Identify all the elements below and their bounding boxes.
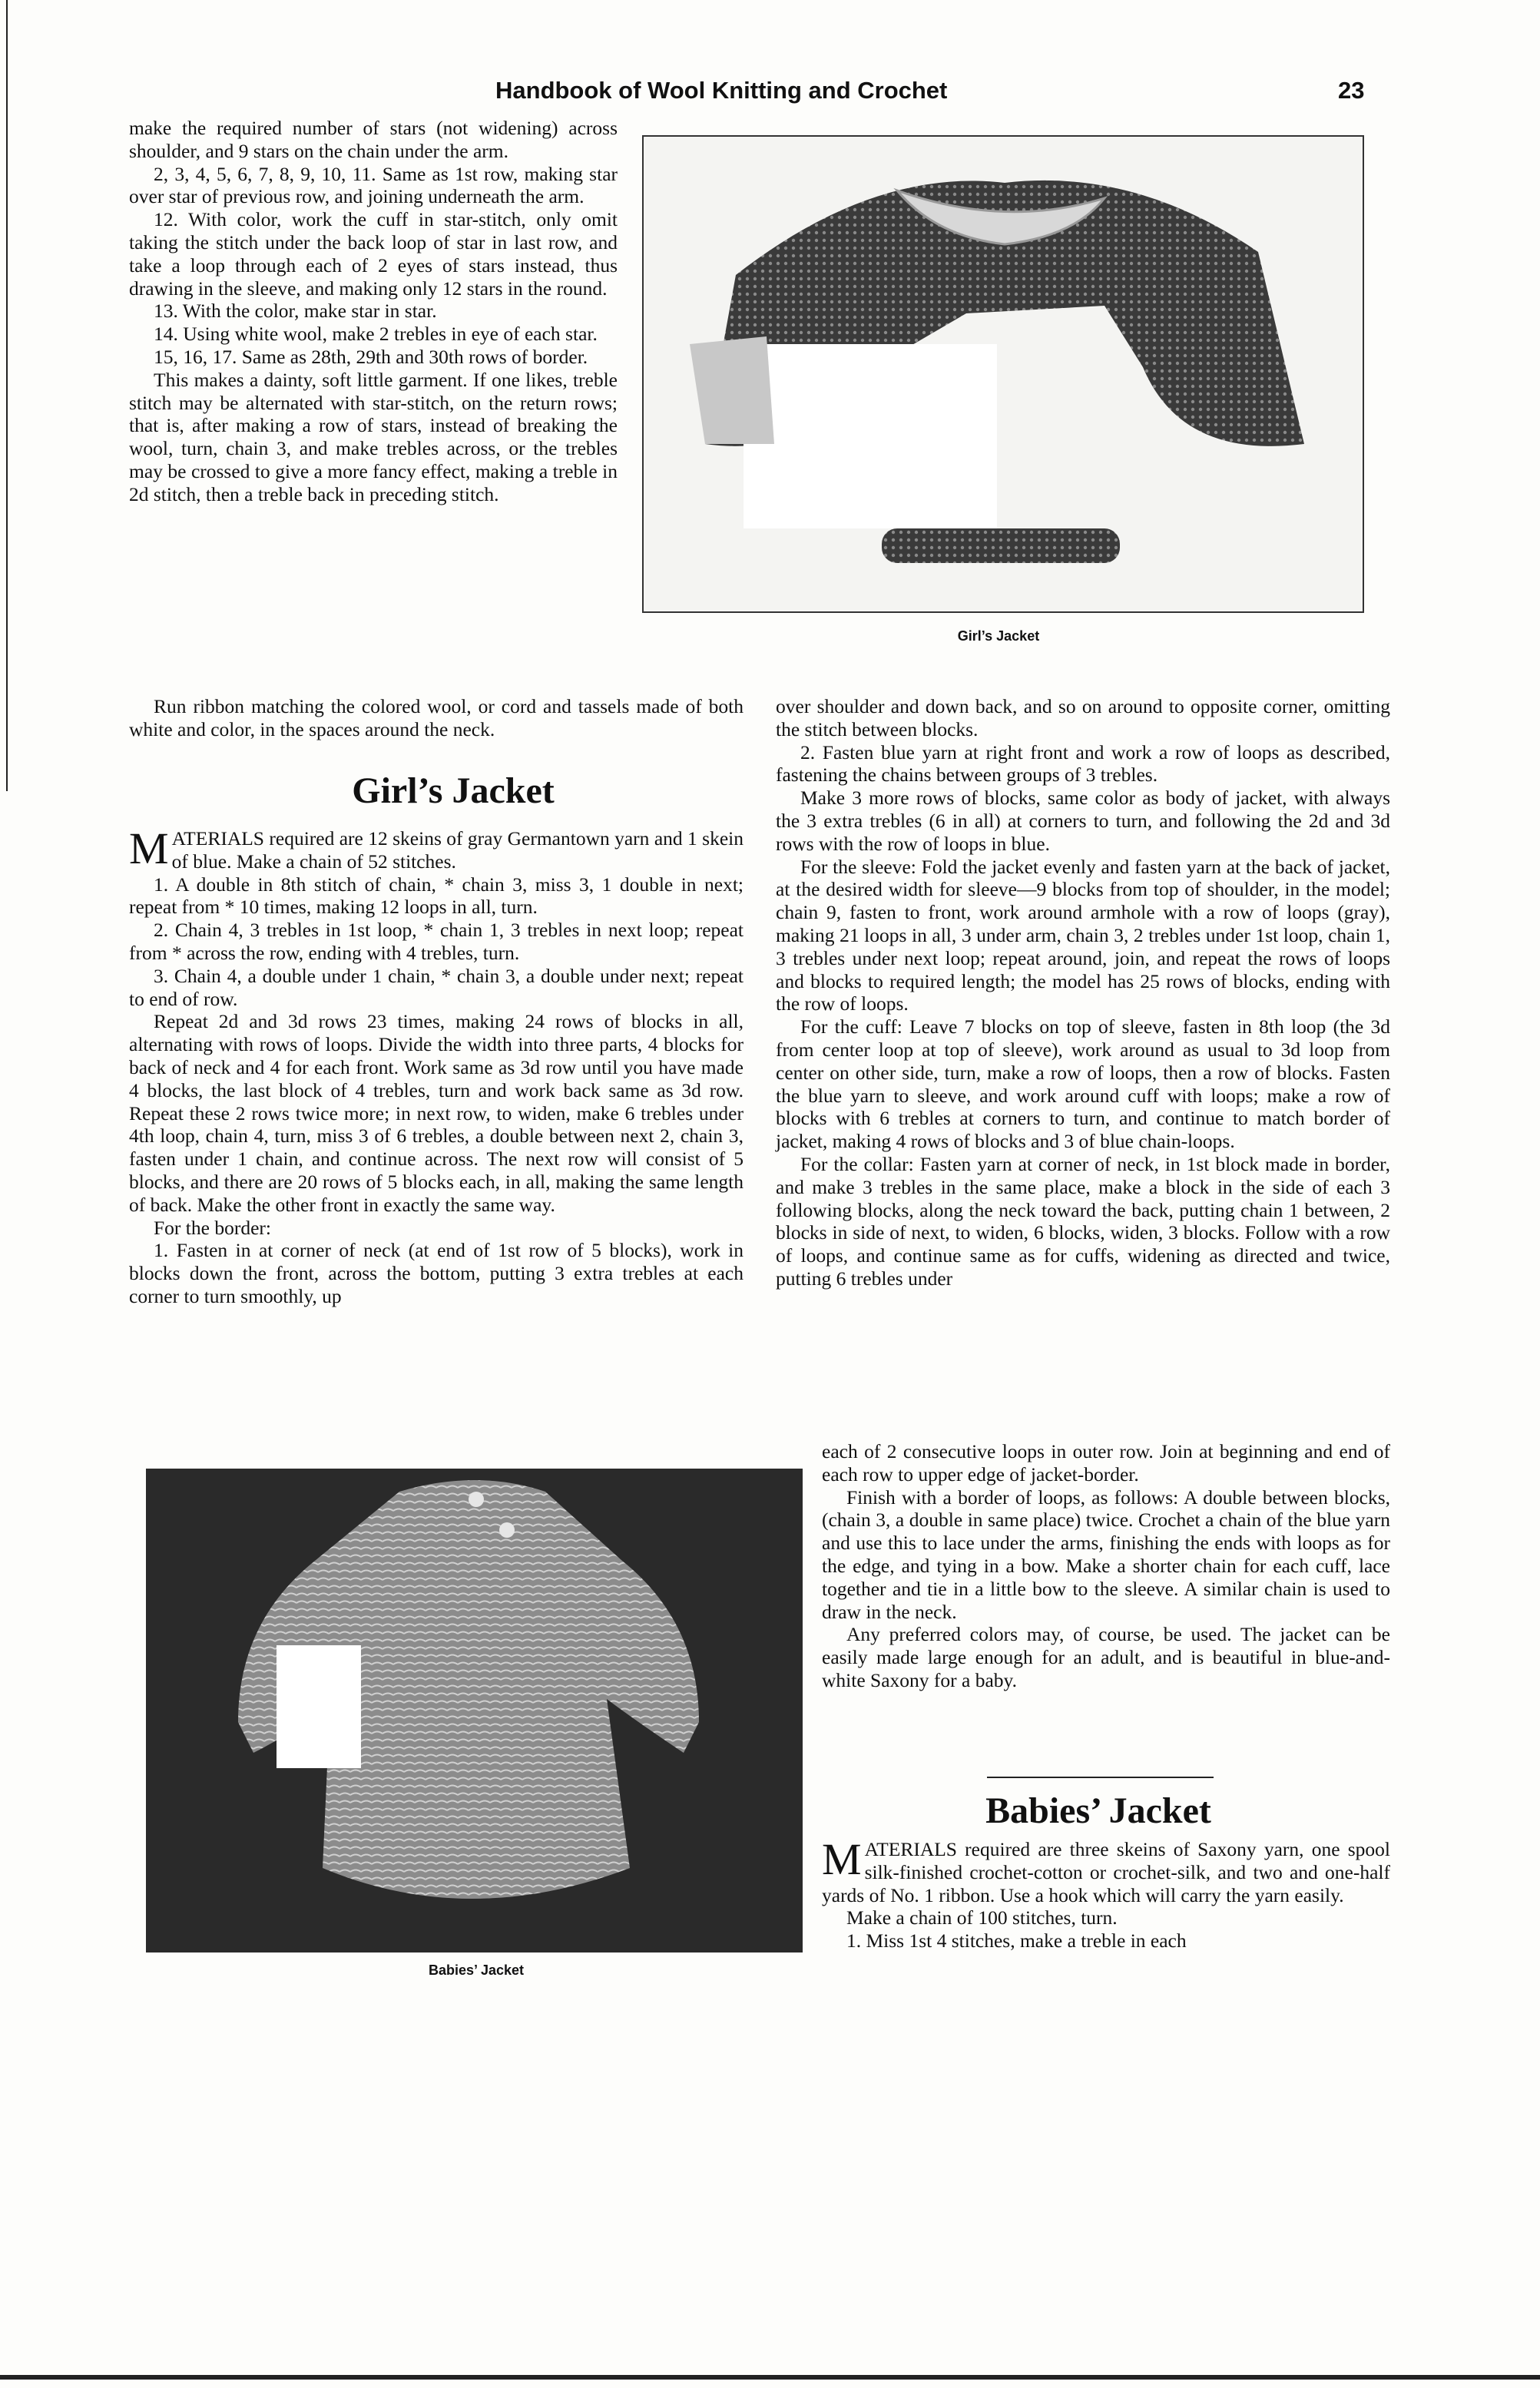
girls-jacket-narrow-column xyxy=(822,1440,1390,1692)
girls-jacket-left-column xyxy=(129,823,744,1308)
paragraph: Make a chain of 100 stitches, turn. xyxy=(846,1906,1118,1929)
paragraph: 2, 3, 4, 5, 6, 7, 8, 9, 10, 11. Same as 1st row, making star over star of previous row, and joining underneath the arm. xyxy=(129,162,618,208)
paragraph: Repeat 2d and 3d rows 23 times, making 24 rows of blocks in all, alternating with rows of loops. Divide the width into three parts, 4 blocks for back of neck and 4 for each front. Work same as 3d row until you have made 4 blocks, the last block of 4 trebles, turn and work back same as 3d row. Repeat these 2 rows twice more; in next row, to widen, make 6 trebles under 4th loop, chain 4, turn, miss 3 of 6 trebles, a double between next 2, chain 3, fasten under 1 chain, and continue across. The next row will consist of 5 blocks, and there are 20 rows of 5 blocks each, in all, making the same length of back. Make the other front in exactly the same way. xyxy=(129,1010,744,1216)
babies-jacket-column xyxy=(822,1834,1390,1952)
babies-jacket-illustration xyxy=(146,1469,803,1952)
scan-left-edge-line xyxy=(6,0,8,791)
paragraph: For the sleeve: Fold the jacket evenly and fasten yarn at the back of jacket, at the desired width for sleeve—9 blocks from top of shoulder, in the model; chain 9, fasten to front, work around armhole with a row of loops (gray), making 21 loops in all, 3 under arm, chain 3, 2 trebles under 1st loop, chain 1, 3 trebles under next loop; repeat around, join, and repeat the rows of loops and blocks to required length; the model has 25 rows of blocks, ending with the row of loops. xyxy=(776,855,1390,1015)
left-column-top-text xyxy=(129,117,618,506)
babies-jacket-caption: Babies’ Jacket xyxy=(428,1962,525,1978)
paragraph: each of 2 consecutive loops in outer row. Join at beginning and end of each row to upper edge of jacket-border. xyxy=(822,1440,1390,1485)
running-header xyxy=(0,77,1540,115)
paragraph: 1. A double in 8th stitch of chain, * chain 3, miss 3, 1 double in next; repeat from * 10 times, making 12 loops in all, turn. xyxy=(129,873,744,919)
paragraph: make the required number of stars (not widening) across shoulder, and 9 stars on the chain under the arm. xyxy=(129,117,618,162)
paragraph: 3. Chain 4, a double under 1 chain, * chain 3, a double under next; repeat to end of row. xyxy=(129,964,744,1010)
paragraph: For the collar: Fasten yarn at corner of neck, in 1st block made in border, and make 3 trebles in the same place, make a block in the side of each 3 following blocks, along the neck toward the back, putting chain 1 between, 2 blocks in side of next, to widen, 6 blocks, widen, 3 blocks. Follow with a row of loops, and continue same as for cuffs, widening as directed and twice, putting 6 trebles under xyxy=(776,1152,1390,1290)
paragraph: 13. With the color, make star in star. xyxy=(154,300,437,323)
paragraph: Make 3 more rows of blocks, same color as body of jacket, with always the 3 extra trebles (6 in all) at corners to turn, and following the 2d and 3d rows with the row of loops in blue. xyxy=(776,787,1390,855)
paragraph: 2. Fasten blue yarn at right front and work a row of loops as described, fastening the chains between groups of 3 trebles. xyxy=(776,740,1390,787)
paragraph: 15, 16, 17. Same as 28th, 29th and 30th rows of border. xyxy=(154,345,588,368)
paragraph: This makes a dainty, soft little garment. If one likes, treble stitch may be alternated with star-stitch, on the return rows; that is, after making a row of stars, instead of breaking the wool, turn, chain 3, and make trebles across, or the trebles may be crossed to give a more fancy effect, making a treble in 2d stitch, then a treble back in preceding stitch. xyxy=(129,368,618,505)
paragraph: Any preferred colors may, of course, be used. The jacket can be easily made large enough for an adult, and is beautiful in blue-and-white Saxony for a baby. xyxy=(822,1623,1390,1691)
section-divider xyxy=(987,1777,1214,1778)
paragraph: Finish with a border of loops, as follows: A double between blocks, (chain 3, a double in same place) twice. Crochet a chain of the blue yarn and use this to lace under the arms, finishing the ends with loops as for the edge, and tying in a bow. Make a shorter chain for each cuff, lace together and tie in a little bow to the sleeve. A similar chain is used to draw in the neck. xyxy=(822,1485,1390,1623)
left-column-ribbon-text xyxy=(129,695,744,741)
paragraph: MATERIALS required are three skeins of Saxony yarn, one spool silk-finished crochet-cotton or crochet-silk, and two and one-half yards of No. 1 ribbon. Use a hook which will carry the yarn easily. xyxy=(822,1834,1390,1906)
girls-jacket-illustration xyxy=(644,137,1363,611)
girls-jacket-caption: Girl’s Jacket xyxy=(957,628,1040,644)
scan-bottom-edge-line xyxy=(0,2375,1540,2380)
paragraph: For the border: xyxy=(154,1216,271,1239)
paragraph: Run ribbon matching the colored wool, or cord and tassels made of both white and color, in the spaces around the neck. xyxy=(129,695,744,740)
paragraph: over shoulder and down back, and so on around to opposite corner, omitting the stitch between blocks. xyxy=(776,695,1390,740)
running-header-title: Handbook of Wool Knitting and Crochet xyxy=(495,77,948,104)
paragraph: 12. With color, work the cuff in star-stitch, only omit taking the stitch under the back loop of star in last row, and take a loop through each of 2 eyes of stars instead, thus drawing in the sleeve, and making only 12 stars in the round. xyxy=(129,208,618,300)
page-number: 23 xyxy=(1338,77,1365,104)
paragraph: 14. Using white wool, make 2 trebles in eye of each star. xyxy=(154,323,598,346)
babies-jacket-photo xyxy=(146,1469,803,1952)
paragraph: For the cuff: Leave 7 blocks on top of sleeve, fasten in 8th loop (the 3d from center loop at top of sleeve), work around as usual to 3d loop from center on other side, turn, make a row of loops, then a row of blocks. Fasten the blue yarn to sleeve, and work around cuff with loops; make a row of blocks with 6 trebles at corners to turn, and continue to match border of jacket, making 4 rows of blocks and 3 of blue chain-loops. xyxy=(776,1015,1390,1153)
paragraph: 2. Chain 4, 3 trebles in 1st loop, * chain 1, 3 trebles in next loop; repeat from * across the row, ending with 4 trebles, turn. xyxy=(129,919,744,964)
paragraph: 1. Miss 1st 4 stitches, make a treble in each xyxy=(846,1929,1187,1952)
paragraph: 1. Fasten in at corner of neck (at end of 1st row of 5 blocks), work in blocks down the front, across the bottom, putting 3 extra trebles at each corner to turn smoothly, up xyxy=(129,1239,744,1307)
babies-jacket-heading: Babies’ Jacket xyxy=(985,1790,1211,1831)
girls-jacket-right-column xyxy=(776,695,1390,1290)
paragraph: MATERIALS required are 12 skeins of gray Germantown yarn and 1 skein of blue. Make a chain of 52 stitches. xyxy=(129,823,744,873)
girls-jacket-photo xyxy=(642,135,1364,613)
girls-jacket-heading: Girl’s Jacket xyxy=(352,770,555,811)
